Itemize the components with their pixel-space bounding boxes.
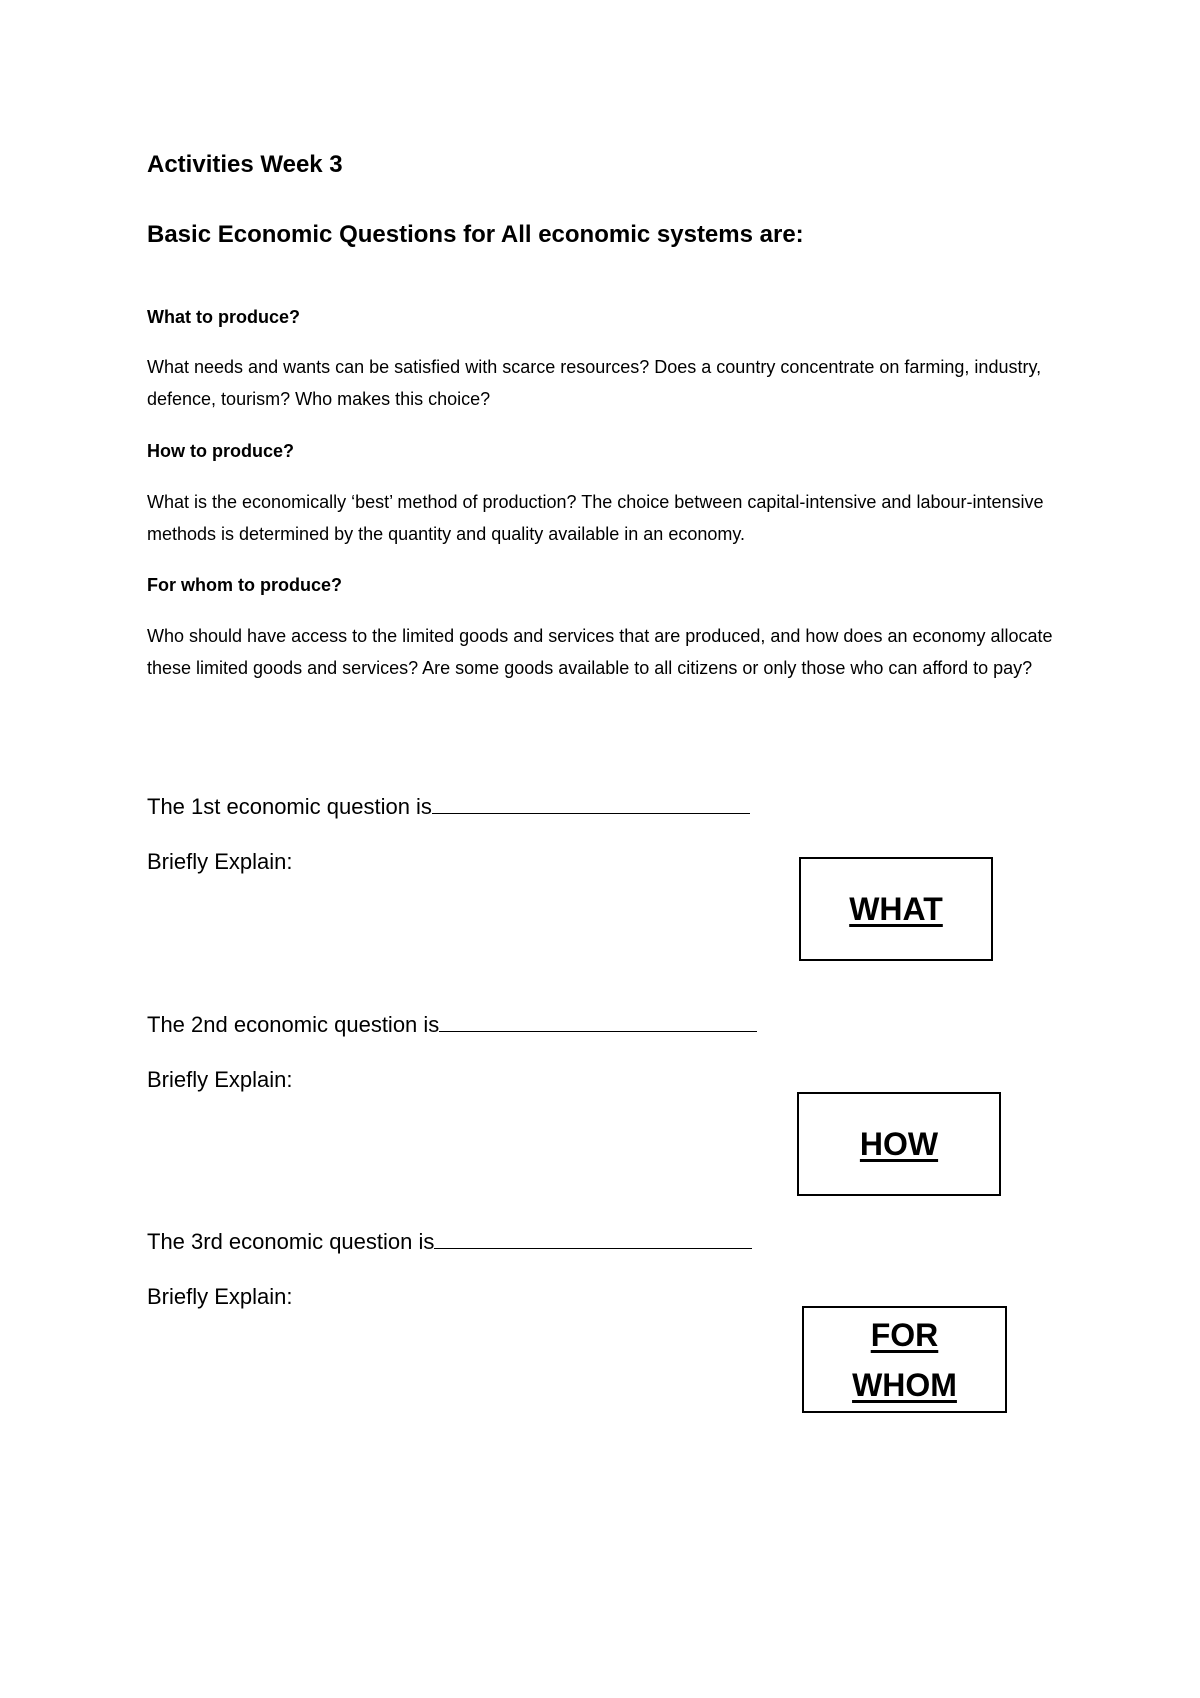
activity-2-explain-label: Briefly Explain: [147, 1067, 293, 1092]
how-box [797, 1092, 1001, 1196]
activity-3-explain-label: Briefly Explain: [147, 1284, 293, 1309]
question-heading-what: What to produce? [147, 307, 300, 327]
activity-2-prompt: The 2nd economic question is [147, 1012, 440, 1037]
how-box-label: HOW [859, 1126, 939, 1162]
activity-1-prompt: The 1st economic question is [147, 794, 432, 819]
question-heading-for-whom: For whom to produce? [147, 575, 342, 595]
activity-3-answer-blank[interactable] [434, 1230, 752, 1249]
activity-3-prompt: The 3rd economic question is [147, 1229, 435, 1254]
page-title: Activities Week 3 [147, 151, 343, 178]
activity-1-explain-label: Briefly Explain: [147, 849, 293, 874]
activity-2-prompt-line [147, 1010, 757, 1040]
what-box [799, 857, 993, 961]
for-whom-box-label-line-2: WHOM [852, 1366, 957, 1403]
question-text-how: What is the economically ‘best’ method of production? The choice between capital-intensive and labour-intensive methods is determined by the quantity and quality available in an economy. [147, 492, 1044, 544]
activity-1-answer-blank[interactable] [432, 795, 750, 814]
activity-1-prompt-line [147, 792, 750, 822]
question-heading-how: How to produce? [147, 441, 294, 461]
for-whom-box [802, 1306, 1007, 1413]
what-box-label: WHAT [849, 891, 943, 927]
activity-3-prompt-line [147, 1227, 752, 1257]
question-text-what: What needs and wants can be satisfied with scarce resources? Does a country concentrate on farming, industry, defence, tourism? Who makes this choice? [147, 357, 1042, 409]
question-text-for-whom: Who should have access to the limited goods and services that are produced, and how does an economy allocate these limited goods and services? Are some goods available to all citizens or only those who can afford to pay? [147, 626, 1053, 678]
for-whom-box-label-line-1: FOR [870, 1316, 939, 1353]
page-subtitle: Basic Economic Questions for All economic systems are: [147, 221, 804, 248]
activity-2-answer-blank[interactable] [439, 1013, 757, 1032]
